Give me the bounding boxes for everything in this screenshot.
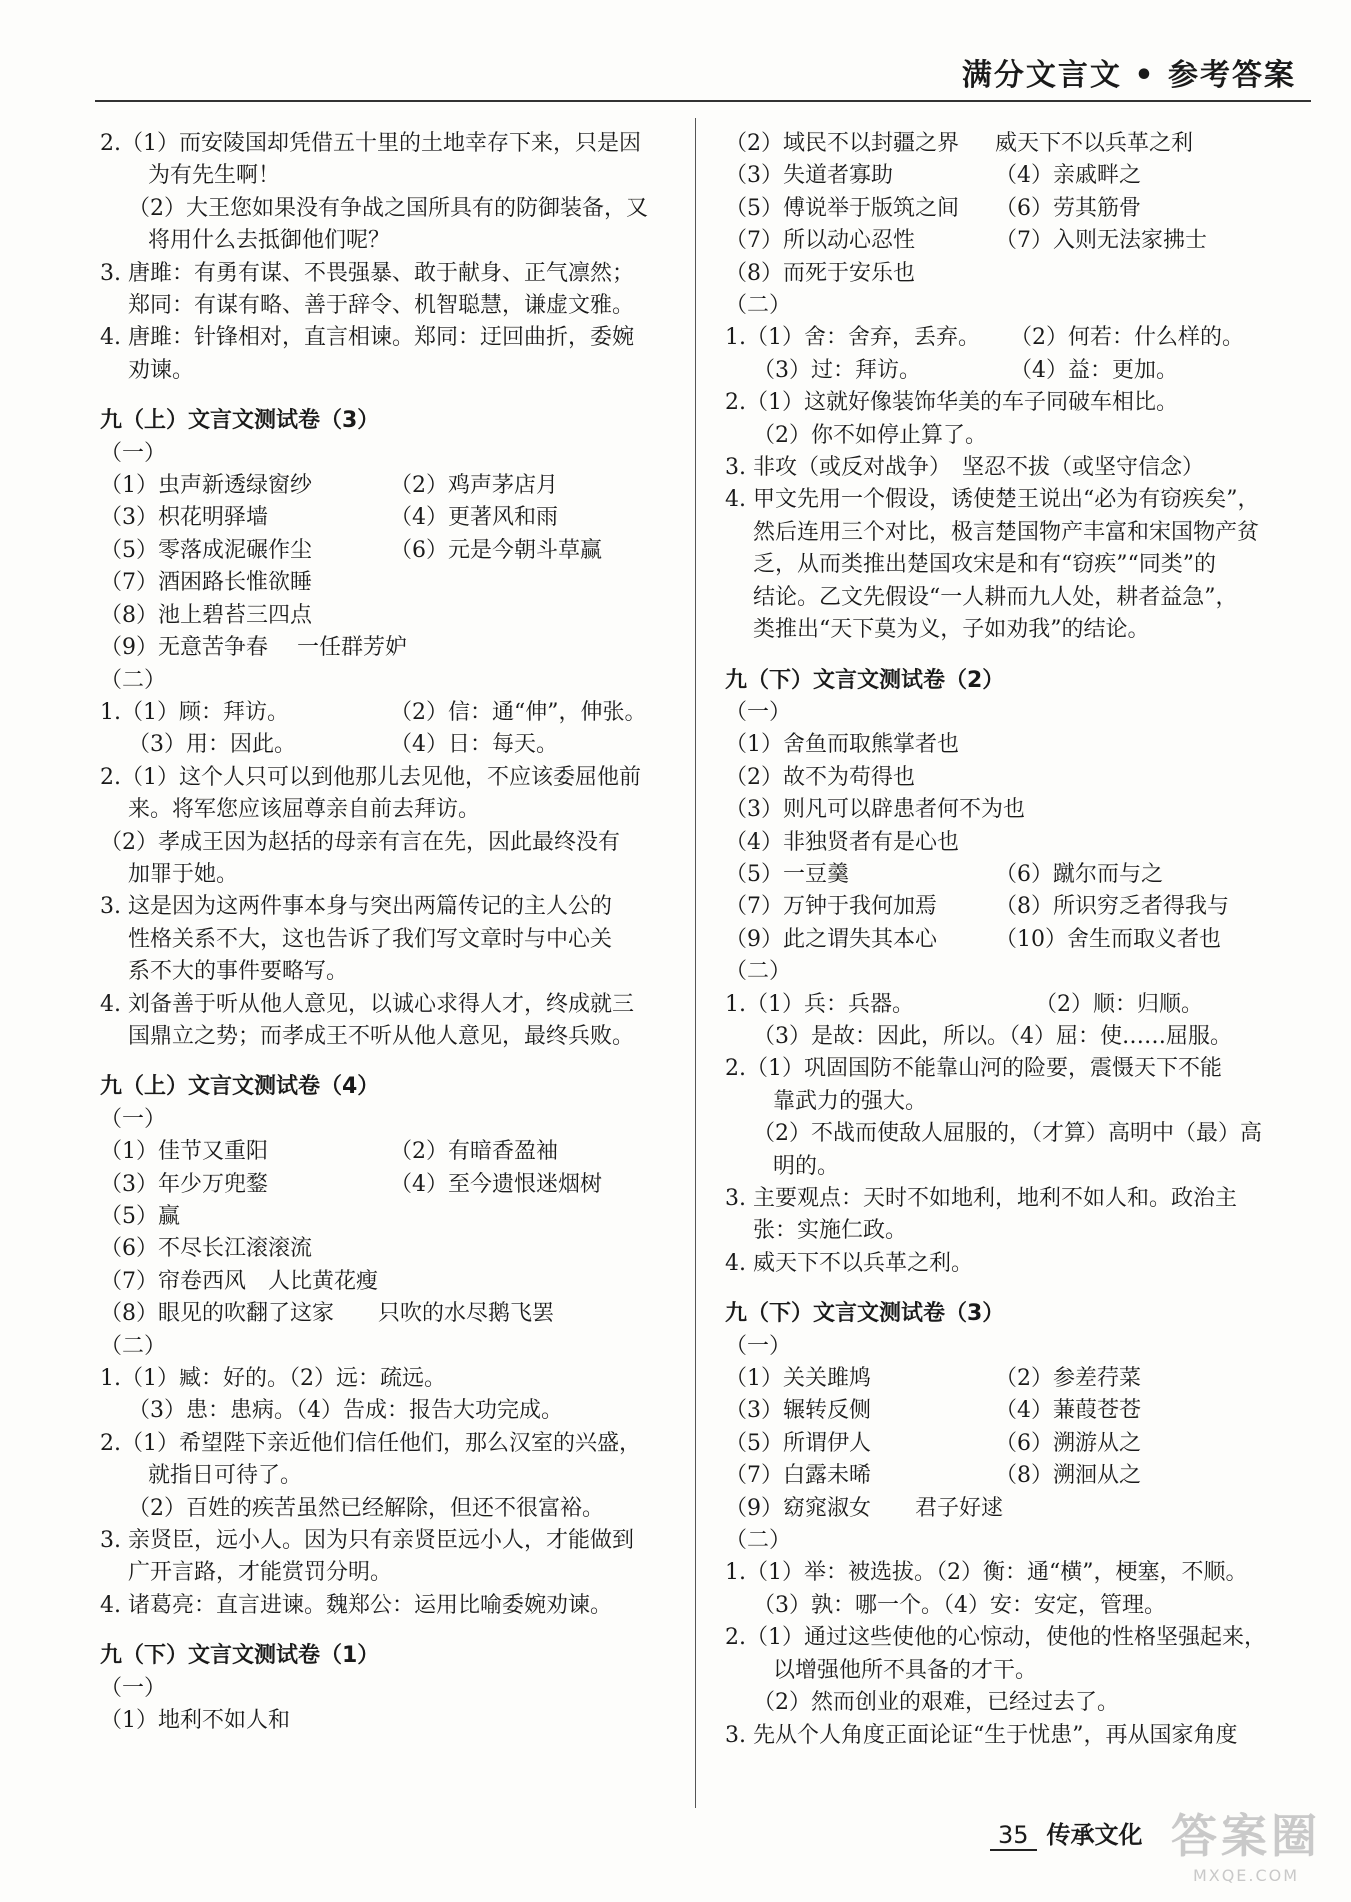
page-footer <box>990 1815 1143 1850</box>
right-column <box>725 128 1325 1752</box>
answer-item: （3）辗转反侧 <box>725 1398 871 1424</box>
answer-line: 加罪于她。 <box>128 861 239 887</box>
answer-pair <box>725 1460 1325 1492</box>
answer-line: 3. 这是因为这两件事本身与突出两篇传记的主人公的 <box>100 894 612 920</box>
answer-line: （3）孰：哪一个。（4）安：安定，管理。 <box>753 1592 1166 1618</box>
answer-line: 为有先生啊！ <box>148 163 281 189</box>
answer-item: （4）更著风和雨 <box>390 505 558 531</box>
answer-line: （3）则凡可以辟患者何不为也 <box>725 797 1025 823</box>
answer-line: 2.（1）这就好像装饰华美的车子同破车相比。 <box>725 390 1178 416</box>
answer-item: （8）所识穷乏者得我与 <box>995 894 1229 920</box>
answer-line: 4. 刘备善于听从他人意见，以诚心求得人才，终成就三 <box>100 991 634 1017</box>
page-number: 35 <box>990 1821 1037 1851</box>
answer-pair <box>725 322 1325 354</box>
answer-line: 2.（1）而安陵国却凭借五十里的土地幸存下来，只是因 <box>100 131 641 156</box>
answer-item: （2）顺：归顺。 <box>1035 991 1203 1017</box>
answer-line: （3）患：患病。（4）告成：报告大功完成。 <box>128 1398 563 1424</box>
answer-line: 2.（1）通过这些使他的心惊动，使他的性格坚强起来， <box>725 1625 1266 1651</box>
answer-item: （2）鸡声茅店月 <box>390 473 558 499</box>
answer-line: （2）百姓的疾苦虽然已经解除，但还不很富裕。 <box>128 1495 604 1521</box>
answer-pair <box>725 891 1325 923</box>
answer-pair <box>725 924 1325 956</box>
answer-item: （4）日：每天。 <box>390 732 558 758</box>
answer-line: （8）而死于安乐也 <box>725 260 915 286</box>
answer-line: 国鼎立之势；而孝成王不听从他人意见，最终兵败。 <box>128 1023 635 1049</box>
subsection-label: （二） <box>100 1333 167 1359</box>
answer-line: （9）窈窕淑女 君子好逑 <box>725 1495 1003 1521</box>
answer-line: （1）地利不如人和 <box>100 1708 290 1734</box>
answer-line: 类推出“天下莫为义，子如劝我”的结论。 <box>753 617 1150 643</box>
answer-item: 1.（1）舍：舍弃，丢弃。 <box>725 325 980 351</box>
answer-line: 3. 非攻（或反对战争） 坚忍不拔（或坚守信念） <box>725 455 1204 481</box>
answer-item: （4）益：更加。 <box>1010 357 1178 383</box>
section-heading: 九（下）文言文测试卷（1） <box>100 1643 380 1669</box>
subsection-label: （二） <box>725 1528 792 1554</box>
answer-line: （8）眼见的吹翻了这家 只吹的水尽鹅飞罢 <box>100 1301 554 1327</box>
answer-item: （2）参差荇菜 <box>995 1366 1141 1392</box>
answer-pair <box>725 193 1325 225</box>
answer-line: （2）然而创业的艰难，已经过去了。 <box>753 1690 1119 1716</box>
answer-item: （4）至今遗恨迷烟树 <box>390 1171 602 1197</box>
subsection-label: （二） <box>725 959 792 985</box>
answer-pair <box>100 729 685 761</box>
answer-item: （1）佳节又重阳 <box>100 1139 268 1165</box>
answer-line: （2）孝成王因为赵括的母亲有言在先，因此最终没有 <box>100 829 620 855</box>
subsection-label: （一） <box>100 1106 167 1132</box>
answer-line: 3. 唐雎：有勇有谋、不畏强暴、敢于献身、正气凛然； <box>100 260 634 286</box>
answer-line: （2）不战而使敌人屈服的，（才算）高明中（最）高 <box>753 1121 1262 1147</box>
answer-item: （6）溯游从之 <box>995 1430 1141 1456</box>
answer-line: 将用什么去抵御他们呢？ <box>148 228 391 254</box>
answer-item: （5）傅说举于版筑之间 <box>725 195 959 221</box>
subsection-label: （二） <box>100 667 167 693</box>
answer-pair <box>725 1395 1325 1427</box>
answer-line: （1）舍鱼而取熊掌者也 <box>725 732 959 758</box>
section-heading: 九（上）文言文测试卷（4） <box>100 1074 380 1100</box>
answer-item: （1）虫声新透绿窗纱 <box>100 473 312 499</box>
answer-pair <box>725 160 1325 192</box>
answer-item: （7）所以动心忍性 <box>725 228 915 254</box>
answer-item: （2）信：通“伸”，伸张。 <box>390 699 647 725</box>
answer-line: 3. 先从个人角度正面论证“生于忧患”，再从国家角度 <box>725 1722 1238 1748</box>
answer-item: （4）蒹葭苍苍 <box>995 1398 1141 1424</box>
subsection-label: （一） <box>100 440 167 466</box>
column-divider <box>695 118 696 1808</box>
subsection-label: （一） <box>725 699 792 725</box>
answer-line: 1.（1）臧：好的。（2）远：疏远。 <box>100 1366 446 1392</box>
answer-line: 2.（1）巩固国防不能靠山河的险要，震慑天下不能 <box>725 1056 1222 1082</box>
answer-line: （7）帘卷西风 人比黄花瘦 <box>100 1268 378 1294</box>
answer-item: （8）溯洄从之 <box>995 1463 1141 1489</box>
answer-pair <box>725 128 1325 160</box>
answer-line: 张：实施仁政。 <box>753 1218 908 1244</box>
subsection-label: （一） <box>725 1333 792 1359</box>
answer-item: 威天下不以兵革之利 <box>995 131 1194 156</box>
answer-line: 明的。 <box>773 1153 840 1179</box>
answer-item: （7）万钟于我何加焉 <box>725 894 937 920</box>
answer-item: （4）亲戚畔之 <box>995 163 1141 189</box>
answer-line: 4. 唐雎：针锋相对，直言相谏。郑同：迂回曲折，委婉 <box>100 325 634 351</box>
answer-line: 劝谏。 <box>128 357 195 383</box>
answer-line: （2）大王您如果没有争战之国所具有的防御装备，又 <box>128 195 648 221</box>
answer-line: 然后连用三个对比，极言楚国物产丰富和宋国物产贫 <box>753 519 1260 545</box>
subsection-label: （二） <box>725 293 792 319</box>
answer-pair <box>100 697 685 729</box>
answer-line: 以增强他所不具备的才干。 <box>773 1657 1038 1683</box>
answer-line: （5）赢 <box>100 1204 180 1229</box>
answer-item: （2）有暗香盈袖 <box>390 1139 558 1165</box>
answer-pair <box>725 225 1325 257</box>
answer-item: 1.（1）顾：拜访。 <box>100 699 289 725</box>
answer-item: （9）此之谓失其本心 <box>725 926 937 952</box>
answer-line: 4. 甲文先用一个假设，诱使楚王说出“必为有窃疾矣”， <box>725 487 1260 513</box>
answer-line: 性格关系不大，这也告诉了我们写文章时与中心关 <box>128 926 613 952</box>
answer-line: 就指日可待了。 <box>148 1463 303 1489</box>
answer-line: （3）是故：因此，所以。（4）屈：使……屈服。 <box>753 1023 1232 1049</box>
answer-line: （6）不尽长江滚滚流 <box>100 1236 312 1262</box>
watermark-url: MXQE.COM <box>1192 1866 1300 1885</box>
answer-pair <box>100 502 685 534</box>
answer-pair <box>725 355 1325 387</box>
answer-item: （1）关关雎鸠 <box>725 1366 871 1392</box>
answer-item: 1.（1）兵：兵器。 <box>725 991 914 1017</box>
answer-line: （9）无意苦争春 一任群芳妒 <box>100 635 407 661</box>
section-heading: 九（下）文言文测试卷（2） <box>725 667 1005 693</box>
answer-item: （3）枳花明驿墙 <box>100 505 268 531</box>
answer-item: （7）入则无法家拂士 <box>995 228 1207 254</box>
answer-item: （2）域民不以封疆之界 <box>725 131 959 156</box>
header-title: 满分文言文 • 参考答案 <box>961 58 1296 93</box>
section-heading: 九（下）文言文测试卷（3） <box>725 1301 1005 1327</box>
answer-pair <box>100 1136 685 1168</box>
answer-line: 2.（1）希望陛下亲近他们信任他们，那么汉室的兴盛， <box>100 1430 641 1456</box>
answer-line: （2）你不如停止算了。 <box>753 422 987 448</box>
answer-item: （3）失道者寡助 <box>725 163 893 189</box>
answer-pair <box>100 470 685 502</box>
answer-line: 2.（1）这个人只可以到他那儿去见他，不应该委屈他前 <box>100 764 641 790</box>
answer-line: 1.（1）举：被选拔。（2）衡：通“横”，梗塞，不顺。 <box>725 1560 1248 1586</box>
answer-line: （8）池上碧苔三四点 <box>100 602 312 628</box>
answer-line: 4. 威天下不以兵革之利。 <box>725 1250 973 1276</box>
answer-item: （6）蹴尔而与之 <box>995 861 1163 887</box>
answer-line: （2）故不为苟得也 <box>725 764 915 790</box>
answer-item: （3）用：因此。 <box>128 732 296 758</box>
answer-pair <box>725 989 1325 1021</box>
answer-item: （10）舍生而取义者也 <box>995 926 1221 952</box>
answer-line: 来。将军您应该屈尊亲自前去拜访。 <box>128 797 481 823</box>
answer-item: （6）劳其筋骨 <box>995 195 1141 221</box>
answer-line: 郑同：有谋有略、善于辞令、机智聪慧，谦虚文雅。 <box>128 293 635 319</box>
answer-pair <box>725 1363 1325 1395</box>
left-column <box>100 128 685 1738</box>
answer-item: （5）一豆羹 <box>725 861 849 887</box>
answer-line: 乏，从而类推出楚国攻宋是和有“窃疾”“同类”的 <box>753 552 1216 578</box>
publisher-brand: 传承文化 <box>1046 1821 1143 1849</box>
answer-pair <box>100 1169 685 1201</box>
answer-item: （3）过：拜访。 <box>753 357 921 383</box>
answer-line: （7）酒困路长惟欲睡 <box>100 570 312 596</box>
answer-item: （5）所谓伊人 <box>725 1430 871 1456</box>
answer-item: （3）年少万兜鍪 <box>100 1171 268 1197</box>
answer-line: 靠武力的强大。 <box>773 1088 928 1114</box>
answer-pair <box>100 535 685 567</box>
section-heading: 九（上）文言文测试卷（3） <box>100 408 380 434</box>
answer-line: 3. 亲贤臣，远小人。因为只有亲贤臣远小人，才能做到 <box>100 1528 634 1554</box>
answer-pair <box>725 1428 1325 1460</box>
answer-item: （6）元是今朝斗草赢 <box>390 537 602 563</box>
watermark-text: 答案圈 <box>1171 1809 1321 1863</box>
answer-item: （7）白露未晞 <box>725 1463 871 1489</box>
answer-item: （5）零落成泥碾作尘 <box>100 537 312 563</box>
header-rule <box>95 100 1311 102</box>
answer-item: （2）何若：什么样的。 <box>1010 325 1244 351</box>
answer-line: 广开言路，才能赏罚分明。 <box>128 1560 393 1586</box>
answer-pair <box>725 859 1325 891</box>
watermark-logo <box>1171 1800 1321 1885</box>
answer-line: 3. 主要观点：天时不如地利，地利不如人和。政治主 <box>725 1186 1237 1211</box>
answer-line: （4）非独贤者有是心也 <box>725 829 959 855</box>
answer-line: 结论。乙文先假设“一人耕而九人处，耕者益急”， <box>753 584 1238 610</box>
subsection-label: （一） <box>100 1675 167 1701</box>
answer-line: 系不大的事件要略写。 <box>128 959 349 985</box>
answer-line: 4. 诸葛亮：直言进谏。魏郑公：运用比喻委婉劝谏。 <box>100 1592 612 1618</box>
